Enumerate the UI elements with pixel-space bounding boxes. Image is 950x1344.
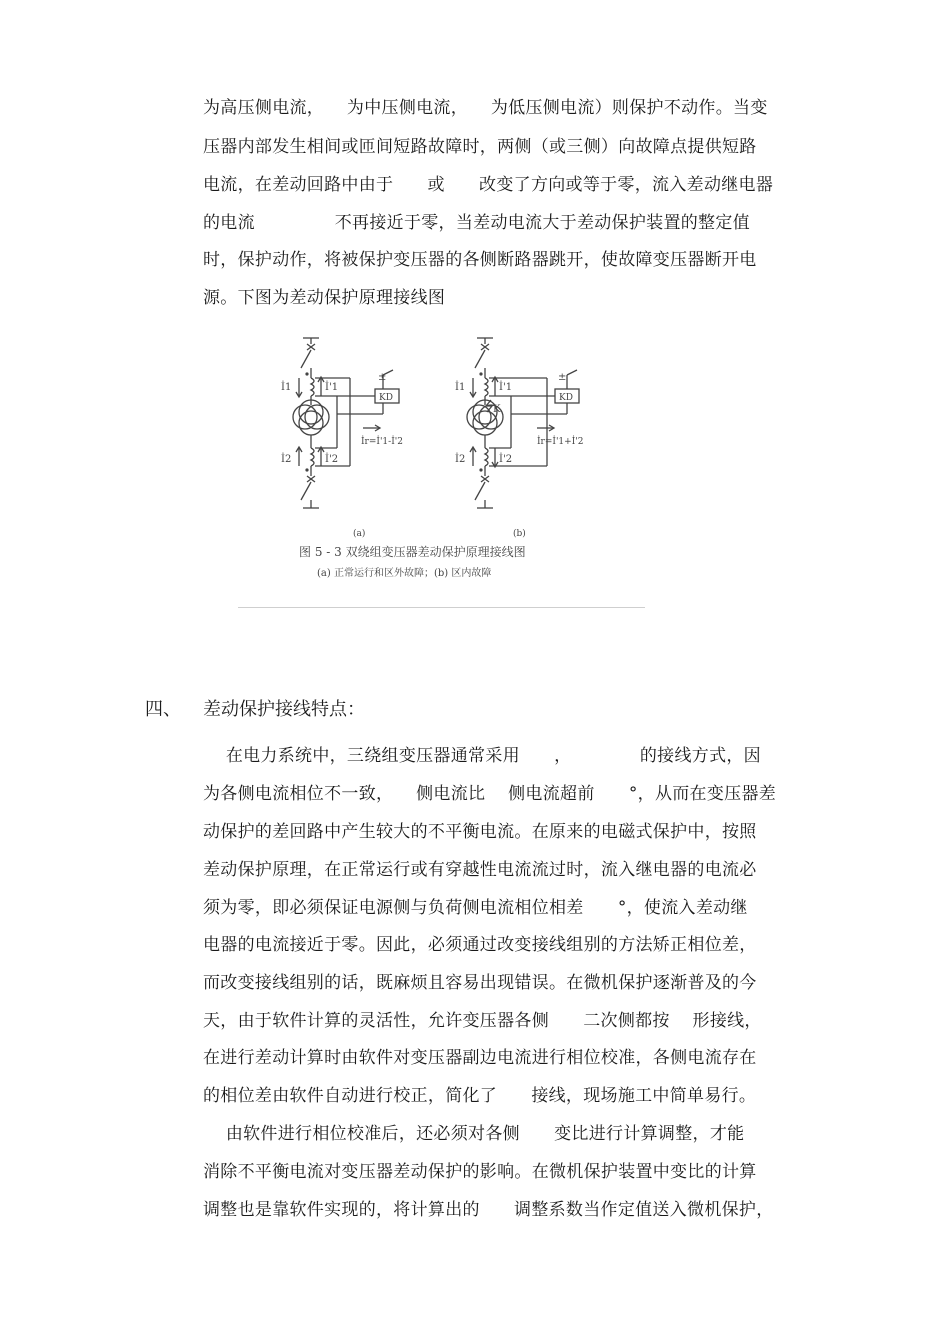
para2-line-10: 的相位差由软件自动进行校正，简化了 接线，现场施工中简单易行。 [203,1086,757,1106]
para2-line-7: 而改变接线组别的话，既麻烦且容易出现错误。在微机保护逐渐普及的今 [203,973,757,993]
label-i1p-a: İ'1 [325,382,339,393]
figure-label-a: (a) [353,529,366,539]
figure-caption: 图 5 - 3 双绕组变压器差动保护原理接线图 [299,545,526,559]
label-i2p-b: İ'2 [499,454,513,465]
label-i2-a: İ2 [281,454,292,465]
para2-line-5: 须为零，即必须保证电源侧与负荷侧电流相位相差 °，使流入差动继 [203,898,748,918]
para2-line-2: 为各侧电流相位不一致， 侧电流比 侧电流超前 °，从而在变压器差 [203,784,777,804]
para1-line-6: 源。下图为差动保护原理接线图 [203,288,446,308]
figure-label-b: (b) [513,529,526,539]
para1-line-1: 为高压侧电流， 为中压侧电流， 为低压侧电流）则保护不动作。当变 [203,98,768,118]
para2-line-1: 在电力系统中，三绕组变压器通常采用 ， 的接线方式，因 [203,746,761,766]
sign-b: ± [558,372,567,383]
label-i2p-a: İ'2 [325,454,339,465]
para2-line-9: 在进行差动计算时由软件对变压器副边电流进行相位校准，各侧电流存在 [203,1048,757,1068]
para1-line-2: 压器内部发生相间或匝间短路故障时，两侧（或三侧）向故障点提供短路 [203,137,757,157]
eq-b: İr=İ'1+İ'2 [537,437,584,447]
label-i1-b: İ1 [455,382,466,393]
section-number: 四、 [145,699,181,720]
relay-kd-b: KD [559,393,573,403]
label-i2-b: İ2 [455,454,466,465]
para3-line-1: 由软件进行相位校准后，还必须对各侧 变比进行计算调整，才能 [203,1124,745,1144]
para2-line-6: 电器的电流接近于零。因此，必须通过改变接线组别的方法矫正相位差， [203,935,757,955]
label-i1-a: İ1 [281,382,292,393]
para2-line-8: 天，由于软件计算的灵活性，允许变压器各侧 二次侧都按 形接线， [203,1011,762,1031]
para2-line-4: 差动保护原理，在正常运行或有穿越性电流流过时，流入继电器的电流必 [203,860,757,880]
label-i1p-b: İ'1 [499,382,513,393]
eq-a: İr=İ'1-İ'2 [361,437,403,447]
figure-divider [238,607,645,608]
section-title: 差动保护接线特点： [203,699,365,720]
sign-a: ± [378,372,387,383]
para1-line-4: 的电流 不再接近于零，当差动电流大于差动保护装置的整定值 [203,213,750,233]
differential-protection-diagram [255,330,635,590]
para2-line-3: 动保护的差回路中产生较大的不平衡电流。在原来的电磁式保护中，按照 [203,822,757,842]
para1-line-3: 电流，在差动回路中由于 或 改变了方向或等于零，流入差动继电器 [203,175,774,195]
figure-subcaption: (a) 正常运行和区外故障；(b) 区内故障 [317,568,492,579]
para1-line-5: 时，保护动作，将被保护变压器的各侧断路器跳开，使故障变压器断开电 [203,250,757,270]
para3-line-3: 调整也是靠软件实现的，将计算出的 调整系数当作定值送入微机保护， [203,1200,774,1220]
fault-k: K [493,404,501,415]
para3-line-2: 消除不平衡电流对变压器差动保护的影响。在微机保护装置中变比的计算 [203,1162,757,1182]
relay-kd-a: KD [379,393,393,403]
